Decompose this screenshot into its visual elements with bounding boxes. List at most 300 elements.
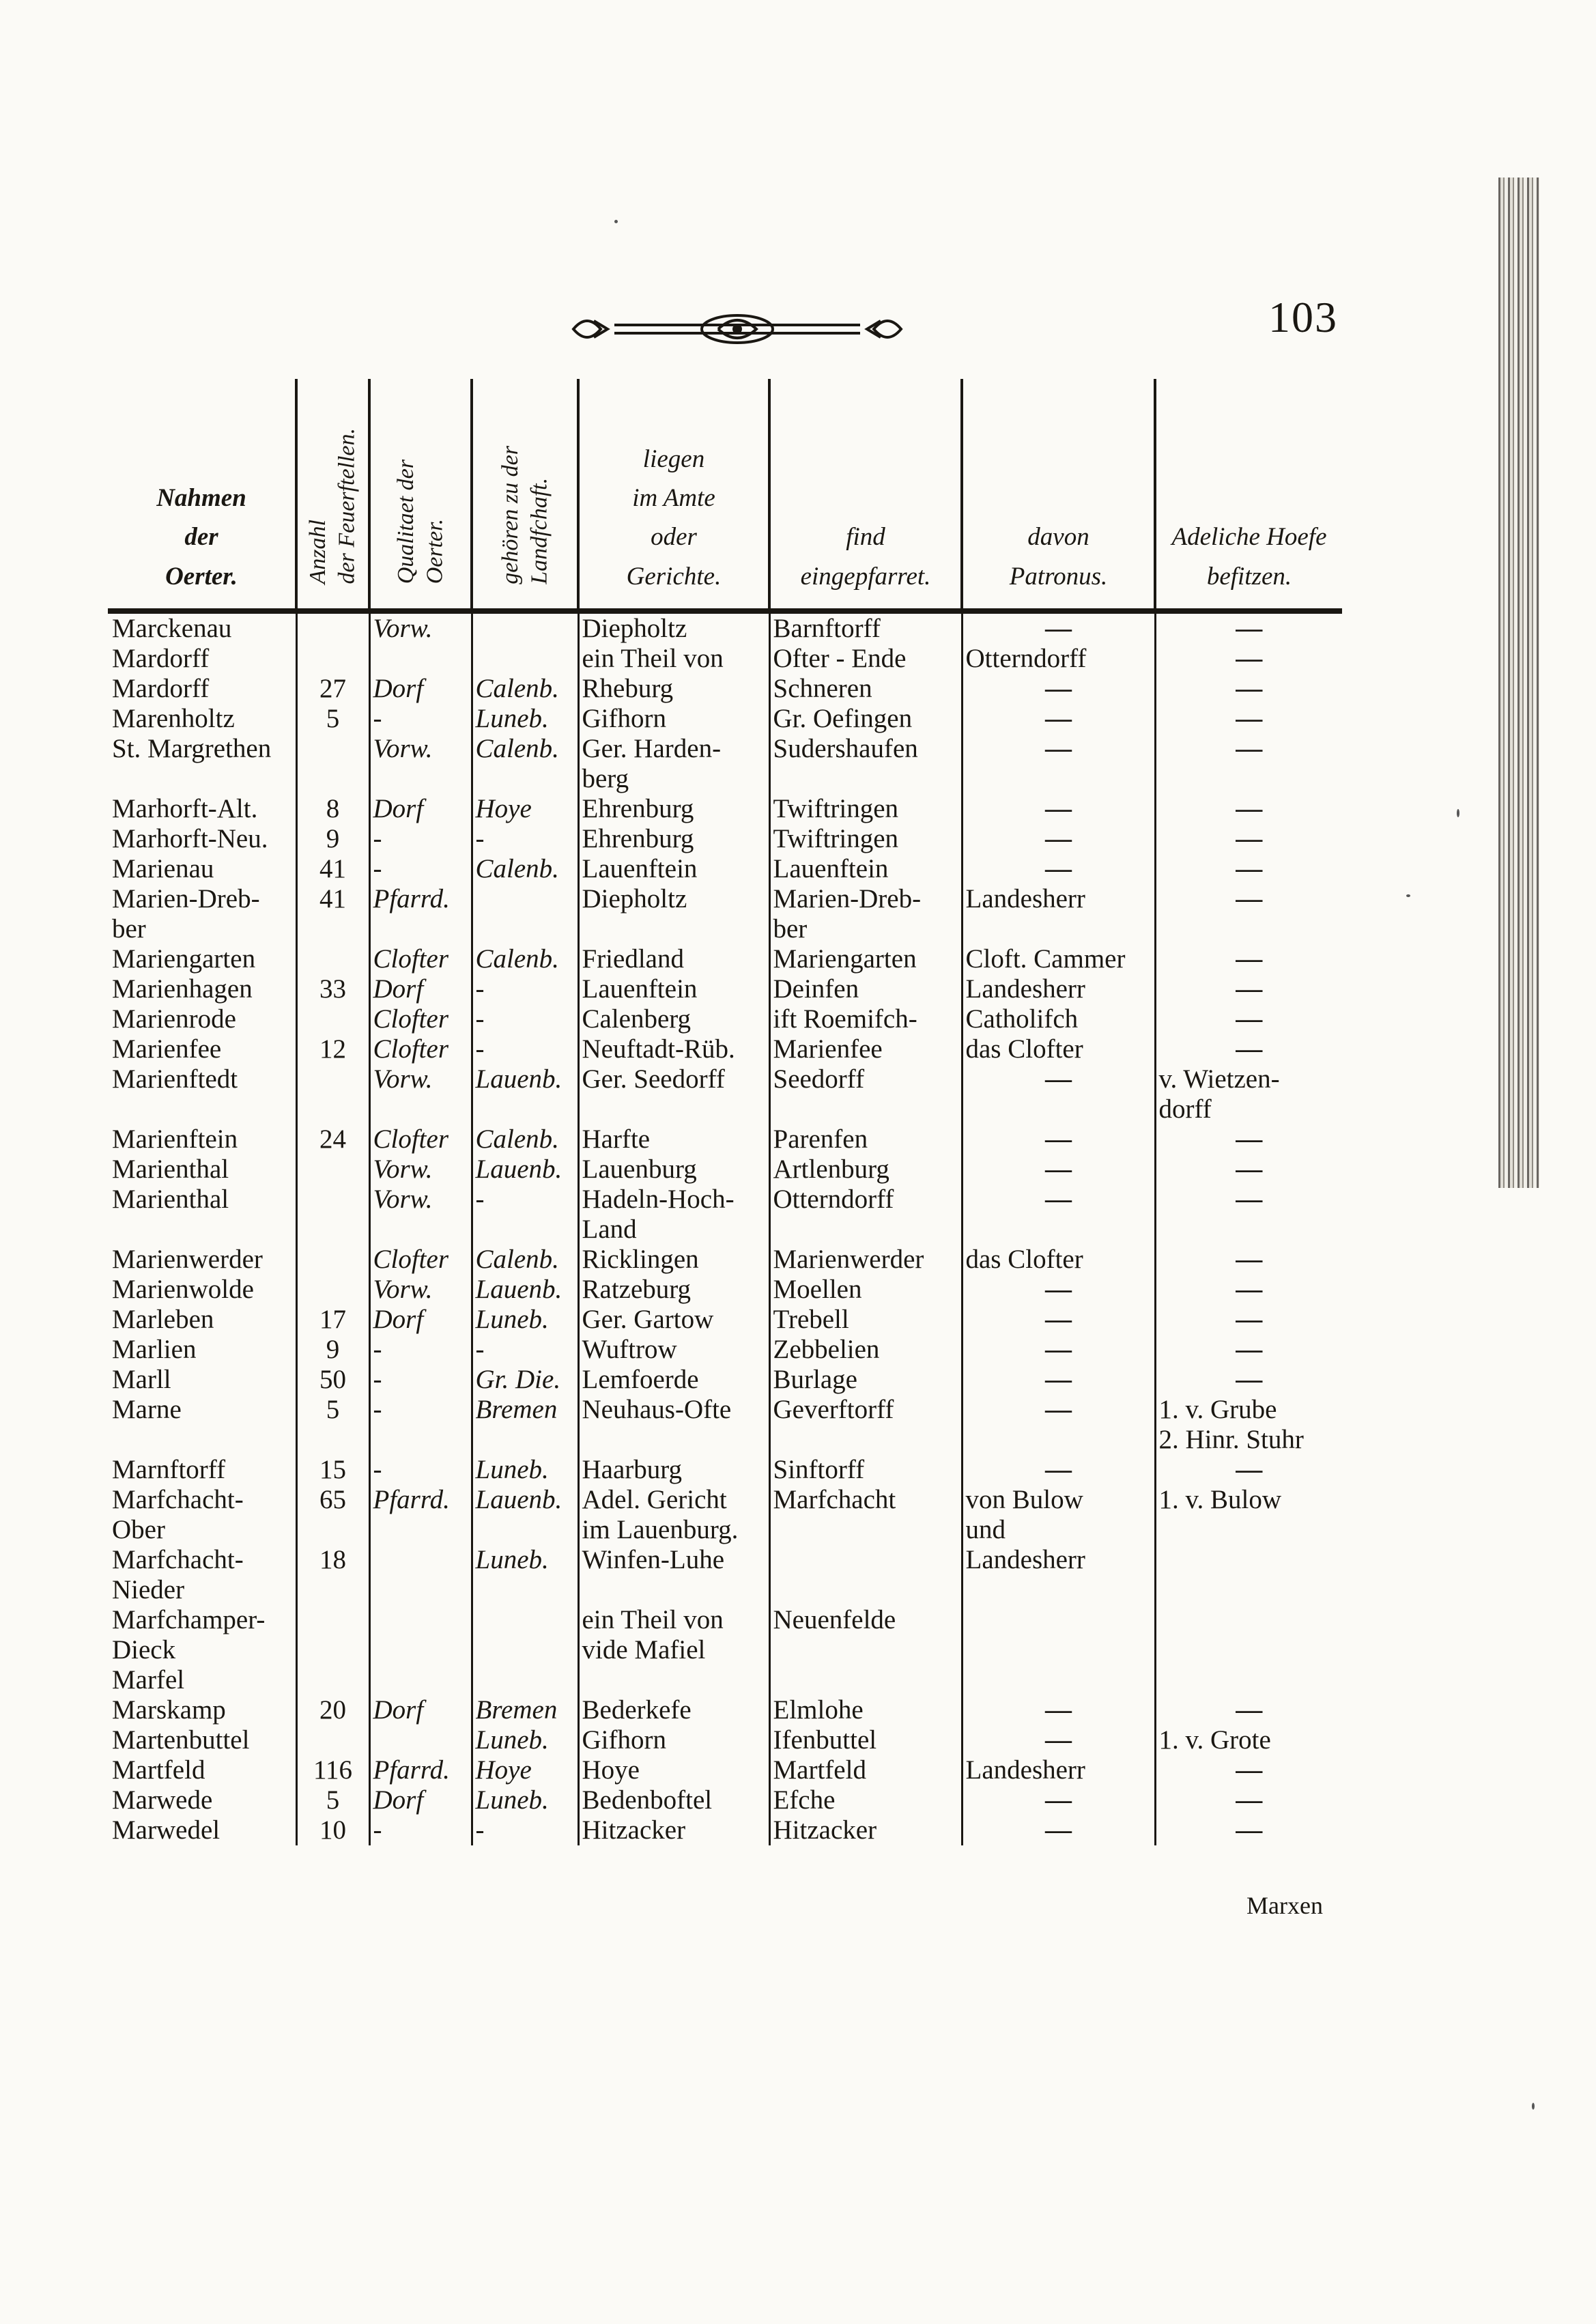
office-court-cell: Neuftadt-Rüb.: [578, 1034, 769, 1064]
hearth-count-cell: 18: [296, 1545, 369, 1605]
province-cell: [472, 884, 578, 944]
hearth-count-cell: 12: [296, 1034, 369, 1064]
place-quality-cell: Clofter: [369, 1124, 472, 1154]
province-cell: Luneb.: [472, 1545, 578, 1605]
parish-cell: Mariengarten: [769, 944, 962, 974]
table-row: [108, 1004, 1342, 1034]
hearth-count-cell: 50: [296, 1365, 369, 1395]
province-cell: Luneb.: [472, 1305, 578, 1335]
patron-cell: [962, 1665, 1155, 1695]
place-name-cell: Marienthal: [112, 1154, 229, 1184]
place-quality-cell: -: [369, 1455, 472, 1485]
noble-estates-cell: 1. v. Bulow: [1155, 1485, 1342, 1545]
patron-cell: —: [962, 1455, 1155, 1485]
hearth-count-cell: 15: [296, 1455, 369, 1485]
place-name-cell: Marienftedt: [112, 1064, 238, 1094]
table-row: [108, 1335, 1342, 1365]
hearth-count-cell: [296, 644, 369, 674]
noble-estates-cell: [1155, 1665, 1342, 1695]
noble-estates-cell: [1155, 1605, 1342, 1665]
hearth-count-cell: [296, 1275, 369, 1305]
province-cell: Lauenb.: [472, 1275, 578, 1305]
province-cell: Lauenb.: [472, 1064, 578, 1124]
place-quality-cell: Dorf: [369, 1785, 472, 1815]
patron-cell: Catholifch: [962, 1004, 1155, 1034]
hearth-count-cell: [296, 1185, 369, 1245]
paper-speck: [1406, 894, 1410, 897]
patron-cell: —: [962, 1695, 1155, 1725]
patron-cell: —: [962, 824, 1155, 854]
place-name-cell: Marlien: [112, 1335, 197, 1364]
register-table: [108, 379, 1342, 1845]
hearth-count-cell: [296, 1245, 369, 1275]
noble-estates-cell: —: [1155, 854, 1342, 884]
table-row: [108, 1755, 1342, 1785]
office-court-cell: Gifhorn: [578, 704, 769, 734]
table-row: [108, 824, 1342, 854]
header-parish: find eingepfarret.: [769, 379, 962, 611]
parish-cell: Ofter - Ende: [769, 644, 962, 674]
patron-cell: Landesherr: [962, 884, 1155, 944]
place-name-cell: Martfeld: [112, 1755, 205, 1785]
noble-estates-cell: —: [1155, 674, 1342, 704]
hearth-count-cell: 5: [296, 1785, 369, 1815]
scan-edge-shadow: [1498, 178, 1539, 1188]
place-name-cell: Mardorff: [112, 674, 210, 703]
parish-cell: Barnftorff: [769, 611, 962, 644]
patron-cell: —: [962, 1124, 1155, 1154]
catchword: Marxen: [1246, 1892, 1323, 1919]
province-cell: -: [472, 824, 578, 854]
place-name-cell: Marienftein: [112, 1124, 238, 1154]
patron-cell: —: [962, 1064, 1155, 1124]
office-court-cell: Bedenboftel: [578, 1785, 769, 1815]
noble-estates-cell: —: [1155, 1815, 1342, 1845]
place-quality-cell: Dorf: [369, 1695, 472, 1725]
header-office: liegen im Amte oder Gerichte.: [578, 379, 769, 611]
patron-cell: Landesherr: [962, 1545, 1155, 1605]
patron-cell: —: [962, 674, 1155, 704]
noble-estates-cell: —: [1155, 1785, 1342, 1815]
paper-speck: [614, 220, 618, 223]
place-name-cell: Marhorft-Alt.: [112, 794, 258, 823]
province-cell: -: [472, 1185, 578, 1245]
place-name-cell: Marienwerder: [112, 1245, 263, 1274]
place-quality-cell: Vorw.: [369, 611, 472, 644]
province-cell: -: [472, 974, 578, 1004]
table-row: [108, 1395, 1342, 1455]
table-row: [108, 1725, 1342, 1755]
patron-cell: —: [962, 1365, 1155, 1395]
province-cell: [472, 1665, 578, 1695]
place-name-cell: Marienau: [112, 854, 214, 883]
place-name-cell: Marhorft-Neu.: [112, 824, 268, 853]
office-court-cell: Ehrenburg: [578, 794, 769, 824]
place-quality-cell: Clofter: [369, 1004, 472, 1034]
hearth-count-cell: [296, 1154, 369, 1185]
office-court-cell: Bederkefe: [578, 1695, 769, 1725]
province-cell: Luneb.: [472, 1455, 578, 1485]
province-cell: Bremen: [472, 1695, 578, 1725]
patron-cell: [962, 1605, 1155, 1665]
place-quality-cell: [369, 1725, 472, 1755]
province-cell: [472, 1605, 578, 1665]
patron-cell: Cloft. Cammer: [962, 944, 1155, 974]
place-quality-cell: Dorf: [369, 794, 472, 824]
patron-cell: —: [962, 1185, 1155, 1245]
parish-cell: Elmlohe: [769, 1695, 962, 1725]
parish-cell: Marienwerder: [769, 1245, 962, 1275]
place-quality-cell: -: [369, 1335, 472, 1365]
hearth-count-cell: 116: [296, 1755, 369, 1785]
noble-estates-cell: —: [1155, 1004, 1342, 1034]
office-court-cell: Ricklingen: [578, 1245, 769, 1275]
parish-cell: Martfeld: [769, 1755, 962, 1785]
table-row: [108, 1034, 1342, 1064]
office-court-cell: Diepholtz: [578, 611, 769, 644]
table-row: [108, 974, 1342, 1004]
header-row: [108, 379, 1342, 611]
parish-cell: [769, 1545, 962, 1605]
noble-estates-cell: 1. v. Grube 2. Hinr. Stuhr: [1155, 1395, 1342, 1455]
place-name-cell: Martenbuttel: [112, 1725, 250, 1755]
patron-cell: Landesherr: [962, 1755, 1155, 1785]
table-row: [108, 704, 1342, 734]
parish-cell: Sinftorff: [769, 1455, 962, 1485]
place-quality-cell: Vorw.: [369, 1185, 472, 1245]
office-court-cell: Diepholtz: [578, 884, 769, 944]
parish-cell: Otterndorff: [769, 1185, 962, 1245]
table-row: [108, 1275, 1342, 1305]
table-row: [108, 1485, 1342, 1545]
noble-estates-cell: —: [1155, 1305, 1342, 1335]
place-quality-cell: Pfarrd.: [369, 1485, 472, 1545]
noble-estates-cell: —: [1155, 644, 1342, 674]
parish-cell: Twiftringen: [769, 794, 962, 824]
patron-cell: von Bulow und: [962, 1485, 1155, 1545]
noble-estates-cell: 1. v. Grote: [1155, 1725, 1342, 1755]
office-court-cell: Ger. Harden- berg: [578, 734, 769, 794]
patron-cell: Landesherr: [962, 974, 1155, 1004]
province-cell: Calenb.: [472, 674, 578, 704]
place-name-cell: Marfchamper- Dieck: [112, 1605, 266, 1664]
province-cell: Calenb.: [472, 1245, 578, 1275]
noble-estates-cell: v. Wietzen- dorff: [1155, 1064, 1342, 1124]
hearth-count-cell: 5: [296, 704, 369, 734]
office-court-cell: Calenberg: [578, 1004, 769, 1034]
patron-cell: —: [962, 1335, 1155, 1365]
patron-cell: —: [962, 1395, 1155, 1455]
hearth-count-cell: 41: [296, 854, 369, 884]
table-row: [108, 884, 1342, 944]
header-quality: Qualitaet der Oerter.: [369, 379, 472, 611]
parish-cell: Neuenfelde: [769, 1605, 962, 1665]
place-quality-cell: Vorw.: [369, 1154, 472, 1185]
office-court-cell: Hadeln-Hoch- Land: [578, 1185, 769, 1245]
noble-estates-cell: —: [1155, 734, 1342, 794]
place-quality-cell: Clofter: [369, 1245, 472, 1275]
parish-cell: Gr. Oefingen: [769, 704, 962, 734]
header-count: Anzahl der Feuerftellen.: [296, 379, 369, 611]
office-court-cell: Rheburg: [578, 674, 769, 704]
parish-cell: Parenfen: [769, 1124, 962, 1154]
place-quality-cell: Clofter: [369, 1034, 472, 1064]
table-row: [108, 1185, 1342, 1245]
place-name-cell: Marskamp: [112, 1695, 226, 1725]
province-cell: Lauenb.: [472, 1485, 578, 1545]
noble-estates-cell: —: [1155, 1275, 1342, 1305]
patron-cell: —: [962, 734, 1155, 794]
parish-cell: Marien-Dreb- ber: [769, 884, 962, 944]
noble-estates-cell: —: [1155, 1455, 1342, 1485]
table-row: [108, 734, 1342, 794]
hearth-count-cell: [296, 1665, 369, 1695]
place-quality-cell: -: [369, 704, 472, 734]
hearth-count-cell: 24: [296, 1124, 369, 1154]
province-cell: Calenb.: [472, 944, 578, 974]
place-quality-cell: -: [369, 1815, 472, 1845]
office-court-cell: Lemfoerde: [578, 1365, 769, 1395]
noble-estates-cell: —: [1155, 884, 1342, 944]
hearth-count-cell: [296, 1064, 369, 1124]
province-cell: Calenb.: [472, 1124, 578, 1154]
noble-estates-cell: —: [1155, 1154, 1342, 1185]
noble-estates-cell: —: [1155, 1335, 1342, 1365]
place-quality-cell: Clofter: [369, 944, 472, 974]
patron-cell: —: [962, 1154, 1155, 1185]
office-court-cell: Lauenburg: [578, 1154, 769, 1185]
parish-cell: Twiftringen: [769, 824, 962, 854]
place-name-cell: Marfchacht- Ober: [112, 1485, 244, 1544]
parish-cell: Seedorff: [769, 1064, 962, 1124]
patron-cell: —: [962, 1785, 1155, 1815]
place-quality-cell: Vorw.: [369, 1064, 472, 1124]
header-patron: davon Patronus.: [962, 379, 1155, 611]
parish-cell: Deinfen: [769, 974, 962, 1004]
place-name-cell: Marienhagen: [112, 974, 253, 1004]
noble-estates-cell: —: [1155, 1124, 1342, 1154]
patron-cell: —: [962, 854, 1155, 884]
office-court-cell: Lauenftein: [578, 854, 769, 884]
province-cell: [472, 644, 578, 674]
paper-speck: [1532, 2103, 1535, 2110]
place-quality-cell: Vorw.: [369, 734, 472, 794]
office-court-cell: ein Theil von vide Mafiel: [578, 1605, 769, 1665]
parish-cell: Hitzacker: [769, 1815, 962, 1845]
place-quality-cell: Vorw.: [369, 1275, 472, 1305]
office-court-cell: Ger. Seedorff: [578, 1064, 769, 1124]
province-cell: -: [472, 1034, 578, 1064]
place-name-cell: Marne: [112, 1395, 182, 1424]
ornamental-rule-icon: [567, 306, 908, 352]
noble-estates-cell: —: [1155, 1185, 1342, 1245]
place-quality-cell: -: [369, 1365, 472, 1395]
place-quality-cell: -: [369, 824, 472, 854]
province-cell: Gr. Die.: [472, 1365, 578, 1395]
header-belongs: gehören zu der Landfchaft.: [472, 379, 578, 611]
office-court-cell: Hitzacker: [578, 1815, 769, 1845]
hearth-count-cell: [296, 611, 369, 644]
place-name-cell: Marll: [112, 1365, 171, 1394]
place-quality-cell: -: [369, 1395, 472, 1455]
parish-cell: Burlage: [769, 1365, 962, 1395]
office-court-cell: Adel. Gericht im Lauenburg.: [578, 1485, 769, 1545]
table-row: [108, 1695, 1342, 1725]
place-quality-cell: Dorf: [369, 674, 472, 704]
parish-cell: Geverftorff: [769, 1395, 962, 1455]
hearth-count-cell: 65: [296, 1485, 369, 1545]
patron-cell: Otterndorff: [962, 644, 1155, 674]
hearth-count-cell: 33: [296, 974, 369, 1004]
patron-cell: —: [962, 1275, 1155, 1305]
province-cell: Hoye: [472, 794, 578, 824]
place-quality-cell: Pfarrd.: [369, 1755, 472, 1785]
office-court-cell: Lauenftein: [578, 974, 769, 1004]
office-court-cell: Friedland: [578, 944, 769, 974]
office-court-cell: Gifhorn: [578, 1725, 769, 1755]
table-row: [108, 944, 1342, 974]
hearth-count-cell: 27: [296, 674, 369, 704]
hearth-count-cell: 20: [296, 1695, 369, 1725]
noble-estates-cell: [1155, 1545, 1342, 1605]
header-nobles: Adeliche Hoefe befitzen.: [1155, 379, 1342, 611]
parish-cell: Artlenburg: [769, 1154, 962, 1185]
office-court-cell: [578, 1665, 769, 1695]
hearth-count-cell: 8: [296, 794, 369, 824]
parish-cell: Ifenbuttel: [769, 1725, 962, 1755]
parish-cell: Trebell: [769, 1305, 962, 1335]
province-cell: Calenb.: [472, 734, 578, 794]
patron-cell: —: [962, 1725, 1155, 1755]
place-name-cell: St. Margrethen: [112, 734, 272, 763]
place-name-cell: Marienrode: [112, 1004, 236, 1034]
table-row: [108, 1785, 1342, 1815]
place-quality-cell: [369, 1605, 472, 1665]
province-cell: Luneb.: [472, 1785, 578, 1815]
place-quality-cell: [369, 1665, 472, 1695]
patron-cell: —: [962, 794, 1155, 824]
noble-estates-cell: —: [1155, 944, 1342, 974]
place-quality-cell: Dorf: [369, 974, 472, 1004]
parish-cell: Marienfee: [769, 1034, 962, 1064]
hearth-count-cell: 9: [296, 1335, 369, 1365]
place-quality-cell: Dorf: [369, 1305, 472, 1335]
table-row: [108, 1365, 1342, 1395]
place-quality-cell: [369, 1545, 472, 1605]
hearth-count-cell: 10: [296, 1815, 369, 1845]
place-name-cell: Mariengarten: [112, 944, 256, 974]
province-cell: Luneb.: [472, 1725, 578, 1755]
parish-cell: Sudershaufen: [769, 734, 962, 794]
hearth-count-cell: 17: [296, 1305, 369, 1335]
hearth-count-cell: 9: [296, 824, 369, 854]
parish-cell: ift Roemifch-: [769, 1004, 962, 1034]
table-row: [108, 1124, 1342, 1154]
patron-cell: das Clofter: [962, 1245, 1155, 1275]
hearth-count-cell: [296, 944, 369, 974]
noble-estates-cell: —: [1155, 1695, 1342, 1725]
patron-cell: —: [962, 611, 1155, 644]
header-name: Nahmen der Oerter.: [108, 379, 296, 611]
patron-cell: —: [962, 704, 1155, 734]
place-name-cell: Marnftorff: [112, 1455, 226, 1484]
table-row: [108, 794, 1342, 824]
place-name-cell: Marwedel: [112, 1815, 220, 1845]
province-cell: Lauenb.: [472, 1154, 578, 1185]
place-name-cell: Marienthal: [112, 1185, 229, 1214]
place-quality-cell: [369, 644, 472, 674]
table-row: [108, 1665, 1342, 1695]
table-row: [108, 674, 1342, 704]
place-quality-cell: Pfarrd.: [369, 884, 472, 944]
province-cell: Luneb.: [472, 704, 578, 734]
hearth-count-cell: [296, 1725, 369, 1755]
noble-estates-cell: —: [1155, 1365, 1342, 1395]
parish-cell: Marfchacht: [769, 1485, 962, 1545]
page-number: 103: [1268, 293, 1338, 341]
table-row: [108, 1154, 1342, 1185]
place-name-cell: Marfel: [112, 1665, 185, 1695]
place-name-cell: Marien-Dreb- ber: [112, 884, 260, 944]
place-quality-cell: -: [369, 854, 472, 884]
parish-cell: [769, 1665, 962, 1695]
office-court-cell: Winfen-Luhe: [578, 1545, 769, 1605]
office-court-cell: Ehrenburg: [578, 824, 769, 854]
office-court-cell: Neuhaus-Ofte: [578, 1395, 769, 1455]
place-name-cell: Marenholtz: [112, 704, 235, 733]
office-court-cell: Ger. Gartow: [578, 1305, 769, 1335]
place-name-cell: Marienfee: [112, 1034, 222, 1064]
place-name-cell: Marwede: [112, 1785, 213, 1815]
paper-speck: [1457, 809, 1459, 817]
office-court-cell: Hoye: [578, 1755, 769, 1785]
province-cell: Hoye: [472, 1755, 578, 1785]
patron-cell: das Clofter: [962, 1034, 1155, 1064]
noble-estates-cell: —: [1155, 824, 1342, 854]
noble-estates-cell: —: [1155, 704, 1342, 734]
office-court-cell: Harfte: [578, 1124, 769, 1154]
place-name-cell: Mardorff: [112, 644, 210, 673]
noble-estates-cell: —: [1155, 611, 1342, 644]
parish-cell: Schneren: [769, 674, 962, 704]
place-name-cell: Marfchacht- Nieder: [112, 1545, 244, 1604]
office-court-cell: Ratzeburg: [578, 1275, 769, 1305]
province-cell: [472, 611, 578, 644]
noble-estates-cell: —: [1155, 1755, 1342, 1785]
table-row: [108, 1605, 1342, 1665]
parish-cell: Zebbelien: [769, 1335, 962, 1365]
table-row: [108, 1064, 1342, 1124]
patron-cell: —: [962, 1815, 1155, 1845]
hearth-count-cell: [296, 1605, 369, 1665]
hearth-count-cell: [296, 1004, 369, 1034]
table-row: [108, 1545, 1342, 1605]
patron-cell: —: [962, 1305, 1155, 1335]
noble-estates-cell: —: [1155, 1245, 1342, 1275]
office-court-cell: ein Theil von: [578, 644, 769, 674]
province-cell: Calenb.: [472, 854, 578, 884]
province-cell: Bremen: [472, 1395, 578, 1455]
table-row: [108, 1815, 1342, 1845]
office-court-cell: Haarburg: [578, 1455, 769, 1485]
parish-cell: Efche: [769, 1785, 962, 1815]
noble-estates-cell: —: [1155, 794, 1342, 824]
hearth-count-cell: 41: [296, 884, 369, 944]
noble-estates-cell: —: [1155, 974, 1342, 1004]
table-row: [108, 854, 1342, 884]
province-cell: -: [472, 1335, 578, 1365]
parish-cell: Lauenftein: [769, 854, 962, 884]
